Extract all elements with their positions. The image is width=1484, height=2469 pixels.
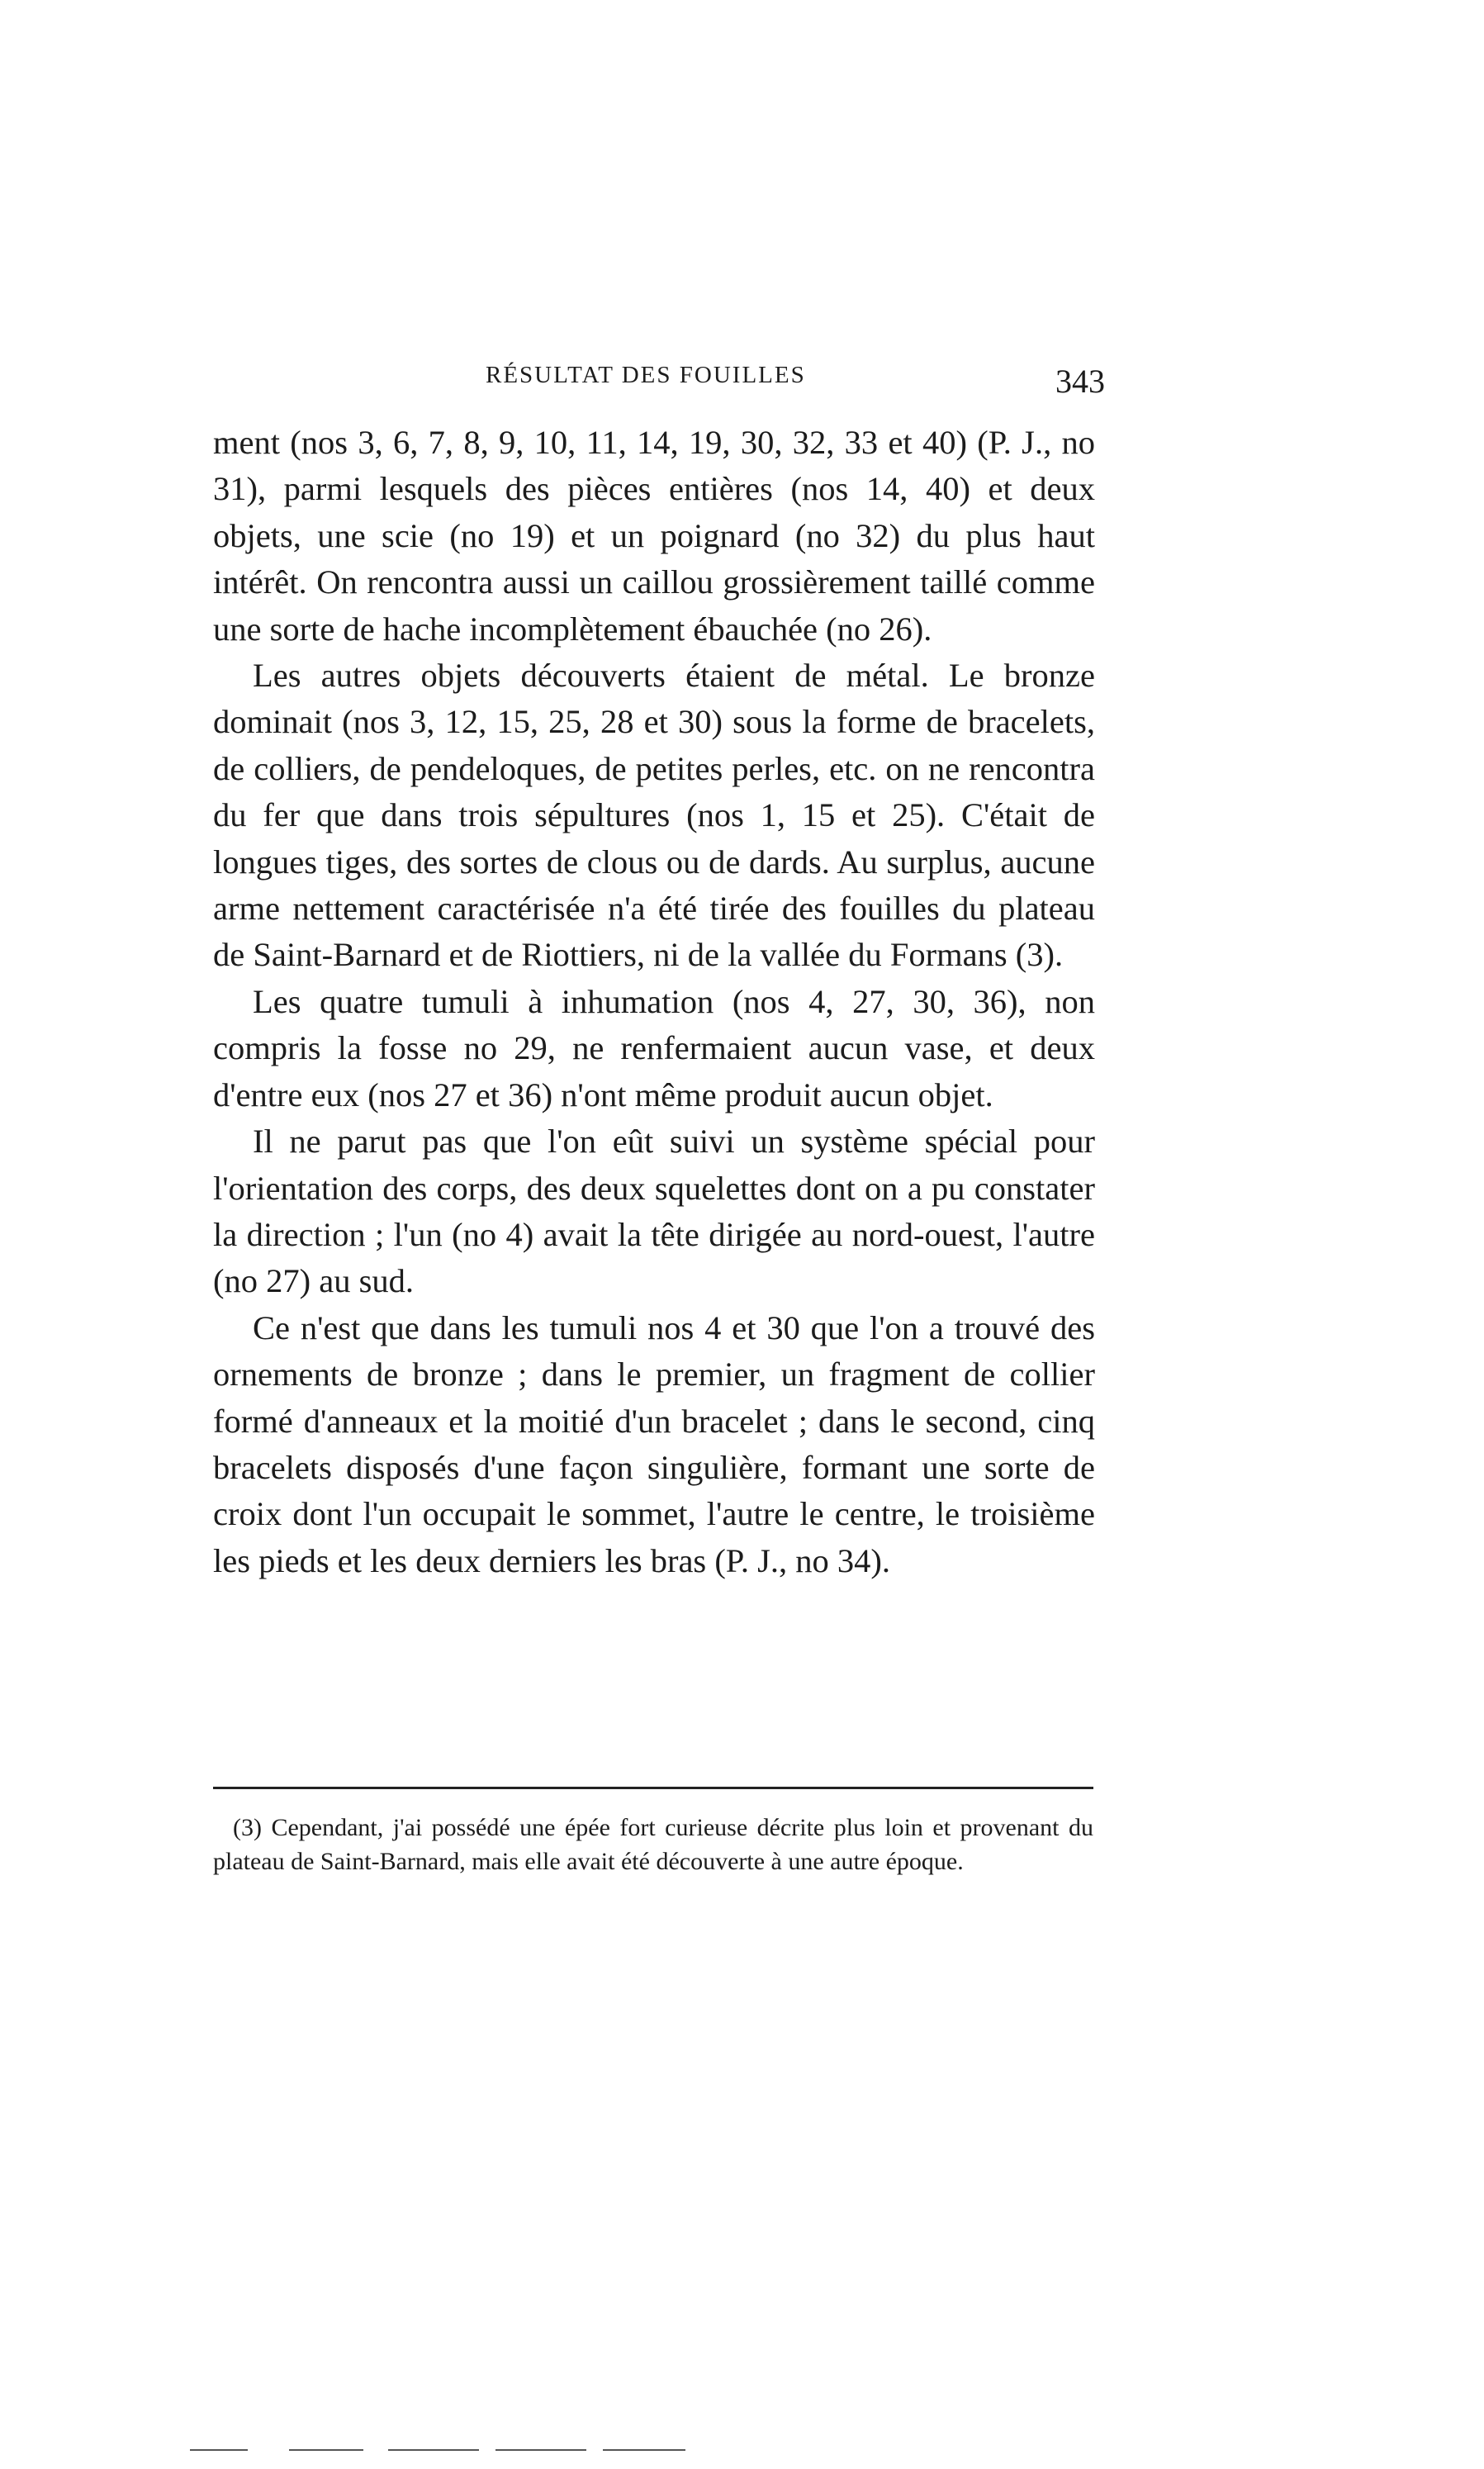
page-number: 343 xyxy=(1055,363,1105,400)
paragraph-bronze-ornaments: Ce n'est que dans les tumuli nos 4 et 30 que l'on a trouvé des ornements de bronze ; dans le premier, un fragment de collier formé d'anneaux et la moitié d'un bracelet ; dans le second, cinq bracelets disposés d'une façon singulière, formant une sorte de croix dont l'un occupait le sommet, l'autre le centre, le troisième les pieds et les deux derniers les bras (P. J., no 34). xyxy=(213,1308,1095,1579)
running-title: RÉSULTAT DES FOUILLES xyxy=(486,362,806,388)
scan-edge-marks xyxy=(149,2449,892,2452)
paragraph-inhumation-tumuli: Les quatre tumuli à inhumation (nos 4, 27, 30, 36), non compris la fosse no 29, ne renfermaient aucun vase, et deux d'entre eux (nos 27 et 36) n'ont même produit aucun objet. xyxy=(213,982,1095,1113)
footnote-divider xyxy=(213,1787,1093,1789)
paragraph-continuation: ment (nos 3, 6, 7, 8, 9, 10, 11, 14, 19, 30, 32, 33 et 40) (P. J., no 31), parmi lesquels des pièces entières (nos 14, 40) et deux objets, une scie (no 19) et un poignard (no 32) du plus haut intérêt. On rencontra aussi un caillou grossièrement taillé comme une sorte de hache incomplètement ébauchée (no 26). xyxy=(213,424,1095,648)
running-header xyxy=(213,362,1105,411)
body-text xyxy=(213,420,1095,1584)
paragraph-orientation: Il ne parut pas que l'on eût suivi un système spécial pour l'orientation des corps, des deux squelettes dont on a pu constater la direction ; l'un (no 4) avait la tête dirigée au nord-ouest, l'autre (no 27) au sud. xyxy=(213,1123,1095,1300)
footnotes xyxy=(213,1811,1093,1878)
paragraph-metal-objects: Les autres objets découverts étaient de métal. Le bronze dominait (nos 3, 12, 15, 25, 28 et 30) sous la forme de bracelets, de colliers, de pendeloques, de petites perles, etc. on ne rencontra du fer que dans trois sépultures (nos 1, 15 et 25). C'était de longues tiges, des sortes de clous ou de dards. Au surplus, aucune arme nettement caractérisée n'a été tirée des fouilles du plateau de Saint-Barnard et de Riottiers, ni de la vallée du Formans (3). xyxy=(213,657,1095,974)
footnote-3: (3) Cependant, j'ai possédé une épée fort curieuse décrite plus loin et provenant du plateau de Saint-Barnard, mais elle avait été découverte à une autre époque. xyxy=(213,1814,1093,1875)
